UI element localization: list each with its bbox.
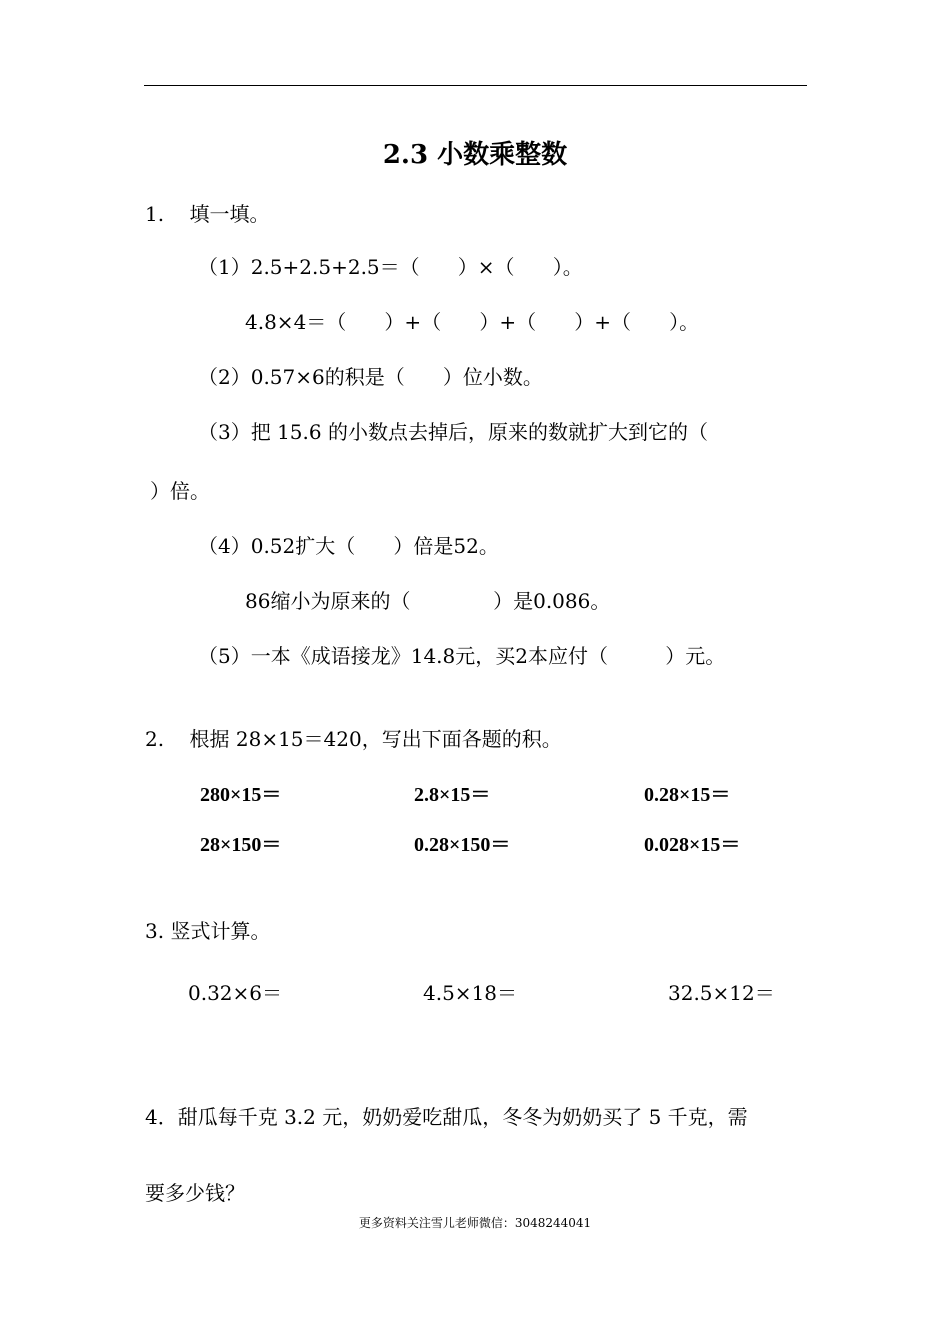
q4-line-1: 4．甜瓜每千克 3.2 元，奶奶爱吃甜瓜，冬冬为奶奶买了 5 千克，需 xyxy=(145,1105,748,1129)
q1-line-4: （3）把 15.6 的小数点去掉后，原来的数就扩大到它的（ xyxy=(198,420,708,444)
q2-item: 0.28×15＝ xyxy=(644,784,731,806)
footer-note: 更多资料关注雪儿老师微信：3048244041 xyxy=(358,1216,592,1230)
q2-item: 280×15＝ xyxy=(200,784,282,806)
q2-item: 2.8×15＝ xyxy=(414,784,491,806)
page-title: 2.3 小数乘整数 xyxy=(382,140,568,170)
q4-line-2: 要多少钱？ xyxy=(145,1181,245,1205)
q1-line-5: ）倍。 xyxy=(150,479,210,503)
q3-item: 4.5×18＝ xyxy=(423,981,518,1005)
q3-item: 0.32×6＝ xyxy=(188,981,283,1005)
header-rule xyxy=(144,85,807,86)
q3-item: 32.5×12＝ xyxy=(668,981,775,1005)
q2-item: 0.028×15＝ xyxy=(644,834,741,856)
q1-line-3: （2）0.57×6的积是（ ）位小数。 xyxy=(198,365,543,389)
q2-item: 28×150＝ xyxy=(200,834,282,856)
q1-line-1: （1）2.5+2.5+2.5＝（ ）×（ ）。 xyxy=(198,255,583,279)
q1-line-2: 4.8×4＝（ ）+（ ）+（ ）+（ ）。 xyxy=(245,310,700,334)
q1-line-8: （5）一本《成语接龙》14.8元，买2本应付（ ）元。 xyxy=(198,644,726,668)
q3-heading: 3. 竖式计算。 xyxy=(145,919,271,943)
q1-heading: 1. 填一填。 xyxy=(145,202,270,226)
q2-item: 0.28×150＝ xyxy=(414,834,511,856)
q2-heading: 2. 根据 28×15＝420，写出下面各题的积。 xyxy=(145,727,562,751)
q1-line-7: 86缩小为原来的（ ）是0.086。 xyxy=(245,589,611,613)
q1-line-6: （4）0.52扩大（ ）倍是52。 xyxy=(198,534,499,558)
